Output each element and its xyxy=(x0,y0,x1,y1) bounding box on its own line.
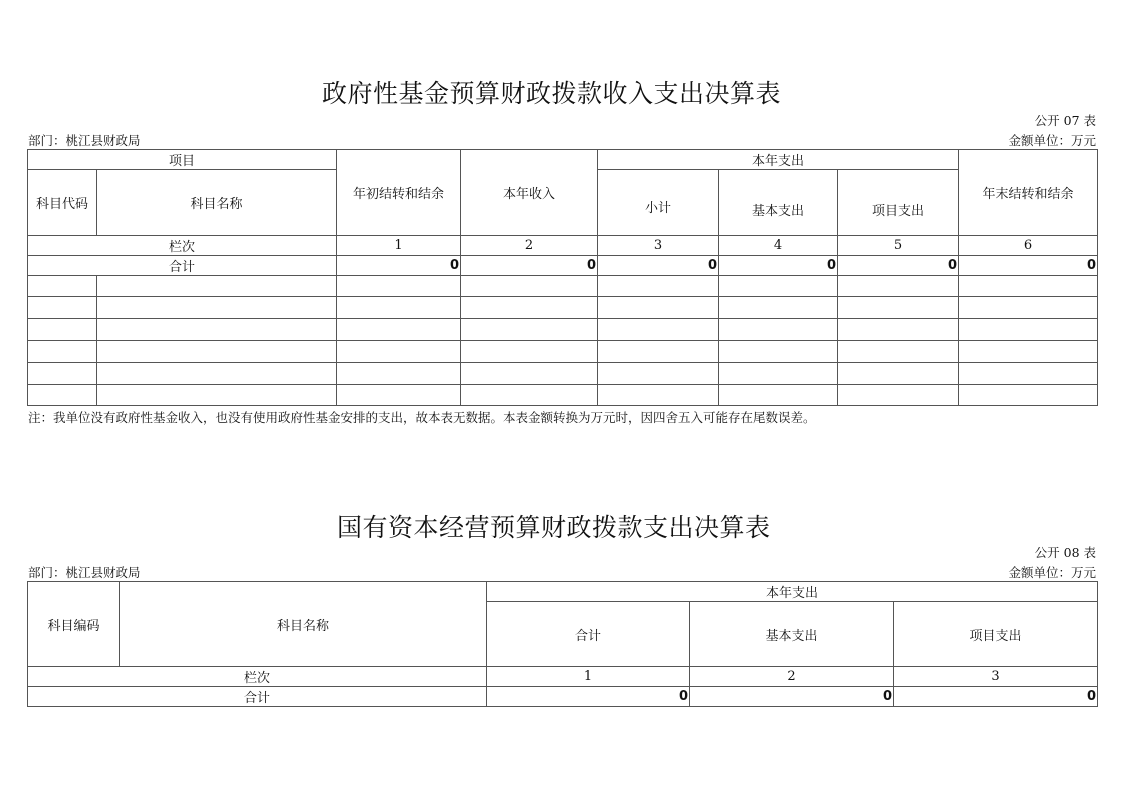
total-value: 0 xyxy=(487,687,690,707)
header-project: 项目支出 xyxy=(894,602,1098,667)
total-row xyxy=(28,687,1098,707)
table7-code: 公开 07 表 xyxy=(1034,113,1096,128)
header-subject-name: 科目名称 xyxy=(120,582,487,667)
column-number: 6 xyxy=(959,236,1098,256)
column-number: 1 xyxy=(337,236,461,256)
column-number: 3 xyxy=(598,236,719,256)
header-basic: 基本支出 xyxy=(690,602,894,667)
header-expense: 本年支出 xyxy=(487,582,1098,602)
column-number-row xyxy=(28,236,1098,256)
table8-grid xyxy=(27,581,1098,707)
table8-code: 公开 08 表 xyxy=(1034,545,1096,560)
header-subject-code: 科目代码 xyxy=(28,170,97,236)
total-value: 0 xyxy=(719,256,838,276)
column-number-row xyxy=(28,667,1098,687)
header-subtotal: 小计 xyxy=(598,170,719,236)
table7-department: 部门：桃江县财政局 xyxy=(28,133,141,148)
column-number: 1 xyxy=(487,667,690,687)
header-expense: 本年支出 xyxy=(598,150,959,170)
empty-row xyxy=(28,319,1098,341)
column-number: 2 xyxy=(690,667,894,687)
table8-department: 部门：桃江县财政局 xyxy=(28,565,141,580)
column-number: 4 xyxy=(719,236,838,256)
column-number-label: 栏次 xyxy=(28,667,487,687)
header-total: 合计 xyxy=(487,602,690,667)
column-number: 2 xyxy=(461,236,598,256)
column-number: 5 xyxy=(838,236,959,256)
column-number-label: 栏次 xyxy=(28,236,337,256)
table7-note: 注：我单位没有政府性基金收入，也没有使用政府性基金安排的支出，故本表无数据。本表金额转换为万元时，因四舍五入可能存在尾数误差。 xyxy=(28,410,816,425)
total-row xyxy=(28,256,1098,276)
table8-title: 国有资本经营预算财政拨款支出决算表 xyxy=(337,513,771,542)
empty-row xyxy=(28,363,1098,385)
total-value: 0 xyxy=(461,256,598,276)
header-subject-name: 科目名称 xyxy=(97,170,337,236)
total-value: 0 xyxy=(690,687,894,707)
empty-row xyxy=(28,297,1098,319)
table7-unit: 金额单位：万元 xyxy=(1008,133,1096,148)
total-value: 0 xyxy=(959,256,1098,276)
total-value: 0 xyxy=(894,687,1098,707)
total-label: 合计 xyxy=(28,687,487,707)
total-value: 0 xyxy=(838,256,959,276)
empty-row xyxy=(28,276,1098,297)
total-value: 0 xyxy=(598,256,719,276)
header-project: 项目支出 xyxy=(838,170,959,236)
column-number: 3 xyxy=(894,667,1098,687)
header-income: 本年收入 xyxy=(461,150,598,236)
empty-row xyxy=(28,341,1098,363)
header-item: 项目 xyxy=(28,150,337,170)
empty-row xyxy=(28,385,1098,406)
header-opening-balance: 年初结转和结余 xyxy=(337,150,461,236)
table8-unit: 金额单位：万元 xyxy=(1008,565,1096,580)
table7-grid xyxy=(27,149,1098,406)
table7-title: 政府性基金预算财政拨款收入支出决算表 xyxy=(322,79,782,108)
total-value: 0 xyxy=(337,256,461,276)
header-basic: 基本支出 xyxy=(719,170,838,236)
header-subject-code: 科目编码 xyxy=(28,582,120,667)
header-closing-balance: 年末结转和结余 xyxy=(959,150,1098,236)
total-label: 合计 xyxy=(28,256,337,276)
